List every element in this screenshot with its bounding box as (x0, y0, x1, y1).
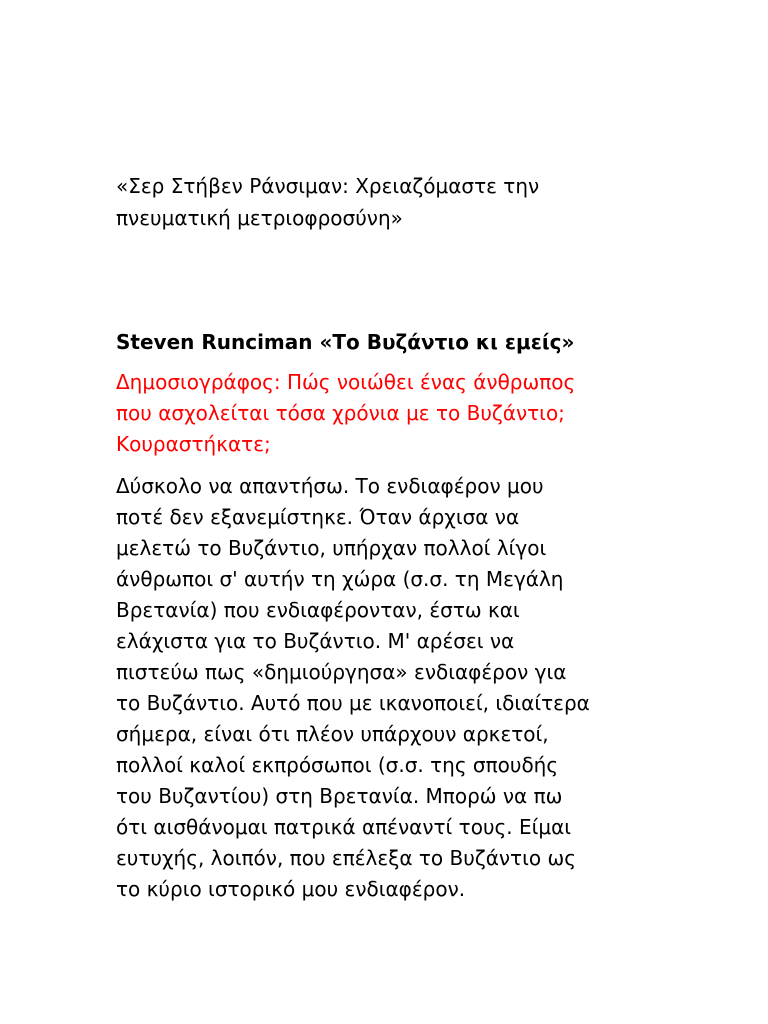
answer-line: ευτυχής, λοιπόν, που επέλεξα το Βυζάντιο ως (116, 846, 576, 870)
answer-line: ότι αισθάνομαι πατρικά απέναντί τους. Είμαι (116, 815, 572, 839)
answer-line: πιστεύω πως «δημιούργησα» ενδιαφέρον για (116, 660, 567, 684)
answer-line: μελετώ το Βυζάντιο, υπήρχαν πολλοί λίγοι (116, 536, 547, 560)
interview-heading: Steven Runciman «Το Βυζάντιο κι εμείς» (116, 330, 575, 354)
title-line: πνευματική μετριοφροσύνη» (116, 206, 403, 230)
journalist-question (116, 367, 746, 460)
answer-line: ποτέ δεν εξανεμίστηκε. Όταν άρχισα να (116, 505, 520, 529)
question-line: Κουραστήκατε; (116, 432, 271, 456)
answer-line: πολλοί καλοί εκπρόσωποι (σ.σ. της σπουδής (116, 753, 559, 777)
answer-line: του Βυζαντίου) στη Βρετανία. Μπορώ να πω (116, 784, 563, 808)
title-line: «Σερ Στήβεν Ράνσιμαν: Χρειαζόμαστε την (116, 174, 540, 198)
answer-paragraph (116, 471, 746, 905)
answer-line: άνθρωποι σ' αυτήν τη χώρα (σ.σ. τη Μεγάλη (116, 567, 564, 591)
answer-line: σήμερα, είναι ότι πλέον υπάρχουν αρκετοί, (116, 722, 549, 746)
answer-line: Δύσκολο να απαντήσω. Το ενδιαφέρον μου (116, 474, 544, 498)
answer-line: Βρετανία) που ενδιαφέρονταν, έστω και (116, 598, 520, 622)
answer-line: το κύριο ιστορικό μου ενδιαφέρον. (116, 877, 466, 901)
article-title (116, 170, 746, 234)
question-line: Δημοσιογράφος: Πώς νοιώθει ένας άνθρωπος (116, 370, 576, 394)
answer-line: το Βυζάντιο. Αυτό που με ικανοποιεί, ιδιαίτερα (116, 691, 590, 715)
question-line: που ασχολείται τόσα χρόνια με το Βυζάντιο; (116, 401, 565, 425)
answer-line: ελάχιστα για το Βυζάντιο. Μ' αρέσει να (116, 629, 515, 653)
